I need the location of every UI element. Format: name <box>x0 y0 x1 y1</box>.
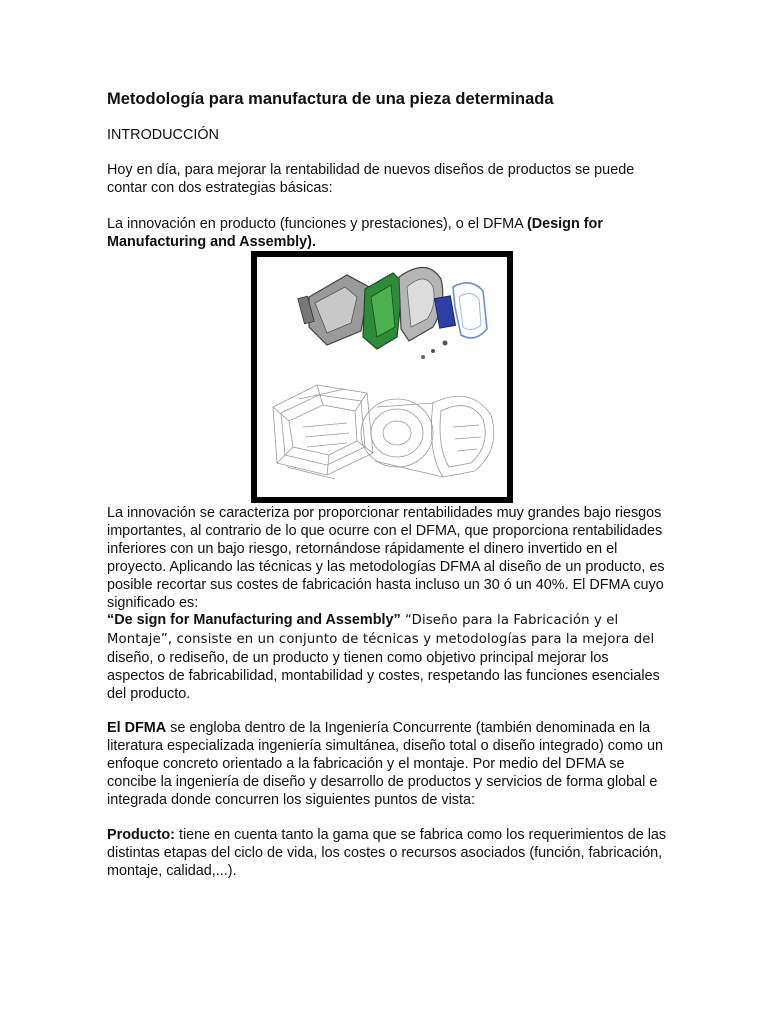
paragraph-concurrent-engineering <box>107 719 667 809</box>
dfma-expansion: (Design for Manufacturing and Assembly). <box>107 216 603 250</box>
product-text: tiene en cuenta tanto la gama que se fabrica como los requerimientos de las distintas etapas del ciclo de vida, los costes o recursos asociados (función, fabricación, montaje, calidad,...). <box>107 827 667 879</box>
intro-heading: INTRODUCCIÓN <box>107 127 219 143</box>
paragraph-product <box>107 826 667 880</box>
strategies-text: La innovación en producto (funciones y prestaciones), o el DFMA <box>107 216 527 232</box>
dfma-definition-text: diseño, o rediseño, de un producto y tienen como objetivo principal mejorar los aspectos de fabricabilidad, montabilidad y costes, respetando las funciones esenciales del producto. <box>107 650 660 702</box>
page-title: Metodología para manufactura de una pieza determinada <box>107 90 554 108</box>
paragraph-intro: Hoy en día, para mejorar la rentabilidad de nuevos diseños de productos se puede contar con dos estrategias básicas: <box>107 162 635 196</box>
paragraph-dfma-definition <box>107 611 667 703</box>
paragraph-innovation: La innovación se caracteriza por proporcionar rentabilidades muy grandes bajo riesgos importantes, al contrario de lo que ocurre con el DFMA, que proporciona rentabilidades inferiores con un bajo riesgo, retornándose rápidamente el dinero invertido en el proyecto. Aplicando las técnicas y las metodologías DFMA al diseño de un producto, es posible recortar sus costes de fabricación hasta incluso un 30 ó un 40%. El DFMA cuyo significado es: <box>107 505 665 611</box>
exploded-assembly-icon <box>257 257 507 497</box>
dfma-lead: El DFMA <box>107 720 167 736</box>
paragraph-strategies <box>107 215 667 251</box>
product-lead: Producto: <box>107 827 175 843</box>
dfma-spanish-name: “Diseño para la Fabricación y el Montaje”, consiste en un conjunto de técnicas y metodologías para la mejora del <box>107 613 655 647</box>
dfma-english-name: “De sign for Manufacturing and Assembly” <box>107 612 401 628</box>
dfma-assembly-figure <box>251 251 513 503</box>
concurrent-engineering-text: se engloba dentro de la Ingeniería Concurrente (también denominada en la literatura especializada ingeniería simultánea, diseño total o diseño integrado) como un enfoque concreto orientado a la fabricación y el montaje. Por medio del DFMA se concibe la ingeniería de diseño y desarrollo de productos y servicios de forma global e integrada donde concurren los siguientes puntos de vista: <box>107 720 663 808</box>
